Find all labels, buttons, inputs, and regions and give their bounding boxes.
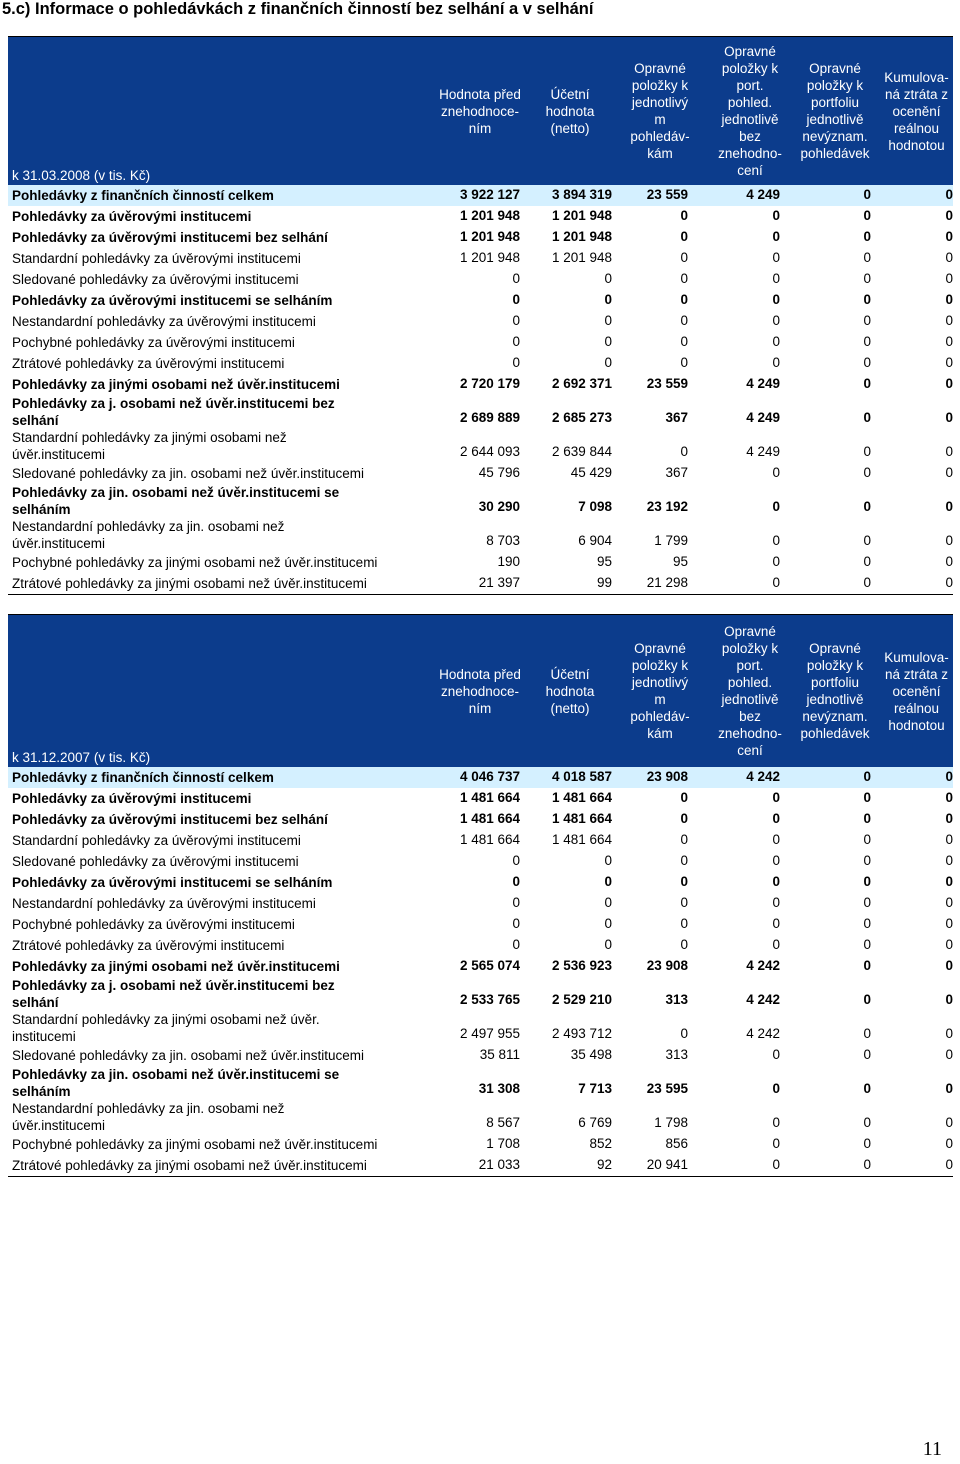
cell-value: 0 xyxy=(863,334,871,349)
column-header: Opravné položky k jednotlivý m pohledáv- kám xyxy=(630,61,690,161)
cell-value: 45 796 xyxy=(478,465,520,480)
row-label: Pohledávky za jinými osobami než úvěr.institucemi xyxy=(12,377,340,392)
cell-value: 0 xyxy=(772,1047,780,1062)
cell-value: 4 242 xyxy=(746,769,780,784)
row-label: Sledované pohledávky za jin. osobami než úvěr.institucemi xyxy=(12,1048,364,1063)
cell-value: 0 xyxy=(945,874,953,889)
cell-value: 0 xyxy=(863,874,871,889)
cell-value: 1 798 xyxy=(654,1115,688,1130)
cell-value: 852 xyxy=(589,1136,612,1151)
cell-value: 0 xyxy=(680,1026,688,1041)
cell-value: 2 533 765 xyxy=(459,992,520,1007)
cell-value: 2 565 074 xyxy=(459,958,520,973)
row-label: Sledované pohledávky za jin. osobami než úvěr.institucemi xyxy=(12,466,364,481)
cell-value: 0 xyxy=(945,958,953,973)
cell-value: 0 xyxy=(604,271,612,286)
cell-value: 0 xyxy=(604,313,612,328)
cell-value: 0 xyxy=(512,874,520,889)
cell-value: 0 xyxy=(945,916,953,931)
table-row xyxy=(8,227,953,248)
cell-value: 0 xyxy=(863,271,871,286)
cell-value: 0 xyxy=(945,187,953,202)
row-label: Sledované pohledávky za úvěrovými institucemi xyxy=(12,272,299,287)
cell-value: 92 xyxy=(596,1157,612,1172)
row-label: Pohledávky za úvěrovými institucemi se selháním xyxy=(12,875,333,890)
cell-value: 0 xyxy=(863,853,871,868)
row-label: Pohledávky za j. osobami než úvěr.institucemi bez selhání xyxy=(12,978,335,1010)
cell-value: 0 xyxy=(863,958,871,973)
cell-value: 0 xyxy=(945,895,953,910)
cell-value: 0 xyxy=(680,292,688,307)
cell-value: 23 595 xyxy=(646,1081,688,1096)
cell-value: 35 811 xyxy=(479,1047,520,1062)
cell-value: 0 xyxy=(604,334,612,349)
cell-value: 0 xyxy=(863,916,871,931)
cell-value: 0 xyxy=(863,229,871,244)
column-header: Opravné položky k portfoliu jednotlivě nevýznam. pohledávek xyxy=(800,641,870,741)
cell-value: 0 xyxy=(680,916,688,931)
table-row xyxy=(8,956,953,977)
cell-value: 0 xyxy=(512,916,520,931)
cell-value: 2 493 712 xyxy=(551,1026,612,1041)
cell-value: 0 xyxy=(945,937,953,952)
cell-value: 0 xyxy=(772,355,780,370)
cell-value: 0 xyxy=(772,465,780,480)
cell-value: 1 201 948 xyxy=(551,229,612,244)
cell-value: 0 xyxy=(945,334,953,349)
table-body xyxy=(8,767,953,1176)
cell-value: 0 xyxy=(863,1115,871,1130)
cell-value: 2 529 210 xyxy=(551,992,612,1007)
table-row xyxy=(8,206,953,227)
row-label: Standardní pohledávky za jinými osobami než úvěr. institucemi xyxy=(12,1012,320,1044)
page-number: 11 xyxy=(922,1438,942,1460)
cell-value: 0 xyxy=(863,811,871,826)
cell-value: 0 xyxy=(945,1157,953,1172)
cell-value: 21 397 xyxy=(478,575,520,590)
cell-value: 0 xyxy=(945,229,953,244)
cell-value: 0 xyxy=(604,874,612,889)
row-label: Ztrátové pohledávky za úvěrovými institucemi xyxy=(12,356,285,371)
table-row xyxy=(8,395,953,429)
cell-value: 0 xyxy=(863,895,871,910)
cell-value: 4 249 xyxy=(746,410,780,425)
table-header xyxy=(8,614,953,767)
cell-value: 0 xyxy=(680,208,688,223)
table-row xyxy=(8,1066,953,1100)
cell-value: 0 xyxy=(945,444,953,459)
cell-value: 1 201 948 xyxy=(459,229,520,244)
row-label: Ztrátové pohledávky za jinými osobami než úvěr.institucemi xyxy=(12,1158,367,1173)
cell-value: 2 692 371 xyxy=(551,376,612,391)
cell-value: 0 xyxy=(945,499,953,514)
cell-value: 0 xyxy=(863,1026,871,1041)
cell-value: 0 xyxy=(772,334,780,349)
cell-value: 0 xyxy=(945,313,953,328)
cell-value: 2 639 844 xyxy=(551,444,612,459)
cell-value: 0 xyxy=(863,499,871,514)
cell-value: 23 559 xyxy=(646,376,688,391)
section-title: 5.c) Informace o pohledávkách z finančních činností bez selhání a v selhání xyxy=(2,0,594,18)
cell-value: 0 xyxy=(772,895,780,910)
cell-value: 1 481 664 xyxy=(551,811,612,826)
cell-value: 0 xyxy=(945,853,953,868)
cell-value: 0 xyxy=(863,292,871,307)
table-row xyxy=(8,484,953,518)
cell-value: 856 xyxy=(665,1136,688,1151)
table-row xyxy=(8,1134,953,1155)
row-label: Standardní pohledávky za úvěrovými institucemi xyxy=(12,251,301,266)
column-header: Hodnota před znehodnoce- ním xyxy=(439,666,521,716)
cell-value: 0 xyxy=(772,832,780,847)
cell-value: 0 xyxy=(680,895,688,910)
cell-value: 4 242 xyxy=(746,958,780,973)
cell-value: 2 720 179 xyxy=(459,376,520,391)
table-row xyxy=(8,353,953,374)
cell-value: 4 242 xyxy=(746,1026,780,1041)
cell-value: 3 922 127 xyxy=(459,187,520,202)
cell-value: 0 xyxy=(945,1026,953,1041)
row-label: Nestandardní pohledávky za úvěrovými institucemi xyxy=(12,314,316,329)
cell-value: 1 201 948 xyxy=(551,208,612,223)
cell-value: 0 xyxy=(945,811,953,826)
cell-value: 367 xyxy=(665,465,688,480)
receivables-table-2007 xyxy=(8,614,953,1176)
cell-value: 0 xyxy=(863,187,871,202)
cell-value: 0 xyxy=(512,334,520,349)
cell-value: 0 xyxy=(863,465,871,480)
table-row xyxy=(8,311,953,332)
table-row xyxy=(8,830,953,851)
cell-value: 0 xyxy=(863,410,871,425)
row-label: Pohledávky za úvěrovými institucemi bez selhání xyxy=(12,230,328,245)
table-row xyxy=(8,429,953,463)
cell-value: 0 xyxy=(680,874,688,889)
cell-value: 0 xyxy=(945,410,953,425)
cell-value: 23 908 xyxy=(646,769,688,784)
cell-value: 0 xyxy=(680,271,688,286)
table-body xyxy=(8,185,953,594)
cell-value: 0 xyxy=(604,916,612,931)
cell-value: 2 689 889 xyxy=(459,410,520,425)
cell-value: 45 429 xyxy=(570,465,612,480)
cell-value: 23 192 xyxy=(646,499,688,514)
cell-value: 0 xyxy=(945,575,953,590)
table-row xyxy=(8,935,953,956)
table-row xyxy=(8,809,953,830)
cell-value: 35 498 xyxy=(570,1047,612,1062)
cell-value: 0 xyxy=(945,465,953,480)
cell-value: 367 xyxy=(665,410,688,425)
table-row xyxy=(8,573,953,594)
cell-value: 0 xyxy=(604,895,612,910)
cell-value: 4 249 xyxy=(746,376,780,391)
cell-value: 0 xyxy=(863,769,871,784)
row-label: Pohledávky za úvěrovými institucemi bez selhání xyxy=(12,812,328,827)
cell-value: 0 xyxy=(945,1081,953,1096)
cell-value: 313 xyxy=(665,1047,688,1062)
cell-value: 0 xyxy=(772,250,780,265)
table-row xyxy=(8,269,953,290)
cell-value: 0 xyxy=(680,444,688,459)
table-row xyxy=(8,893,953,914)
cell-value: 0 xyxy=(945,533,953,548)
total-row xyxy=(8,767,953,788)
cell-value: 0 xyxy=(945,355,953,370)
table-row xyxy=(8,374,953,395)
cell-value: 0 xyxy=(772,874,780,889)
total-row xyxy=(8,185,953,206)
cell-value: 0 xyxy=(863,250,871,265)
cell-value: 99 xyxy=(596,575,612,590)
date-label: k 31.12.2007 (v tis. Kč) xyxy=(12,750,151,765)
cell-value: 8 567 xyxy=(486,1115,520,1130)
cell-value: 21 298 xyxy=(646,575,688,590)
cell-value: 0 xyxy=(863,444,871,459)
cell-value: 0 xyxy=(772,937,780,952)
cell-value: 4 249 xyxy=(746,187,780,202)
cell-value: 0 xyxy=(863,533,871,548)
cell-value: 0 xyxy=(680,811,688,826)
table-row xyxy=(8,332,953,353)
cell-value: 0 xyxy=(772,811,780,826)
cell-value: 0 xyxy=(772,916,780,931)
cell-value: 0 xyxy=(772,1157,780,1172)
cell-value: 0 xyxy=(945,992,953,1007)
cell-value: 0 xyxy=(863,1157,871,1172)
cell-value: 1 201 948 xyxy=(459,250,520,265)
cell-value: 0 xyxy=(772,1115,780,1130)
cell-value: 0 xyxy=(512,853,520,868)
table-row xyxy=(8,914,953,935)
row-label: Pohledávky za jinými osobami než úvěr.institucemi xyxy=(12,959,340,974)
cell-value: 23 559 xyxy=(646,187,688,202)
cell-value: 0 xyxy=(863,832,871,847)
table-header xyxy=(8,36,953,185)
cell-value: 1 481 664 xyxy=(459,790,520,805)
cell-value: 0 xyxy=(863,1081,871,1096)
cell-value: 0 xyxy=(945,790,953,805)
row-label: Pohledávky z finančních činností celkem xyxy=(12,770,274,785)
cell-value: 0 xyxy=(512,937,520,952)
row-label: Pochybné pohledávky za jinými osobami než úvěr.institucemi xyxy=(12,555,378,570)
row-label: Nestandardní pohledávky za jin. osobami než úvěr.institucemi xyxy=(12,519,285,551)
cell-value: 8 703 xyxy=(486,533,520,548)
cell-value: 0 xyxy=(680,937,688,952)
row-label: Pohledávky za úvěrovými institucemi xyxy=(12,209,252,224)
table-row xyxy=(8,463,953,484)
cell-value: 0 xyxy=(863,790,871,805)
table-bottom-rule xyxy=(8,594,953,595)
cell-value: 0 xyxy=(863,208,871,223)
row-label: Pochybné pohledávky za úvěrovými institucemi xyxy=(12,917,295,932)
column-header: Opravné položky k jednotlivý m pohledáv- kám xyxy=(630,641,690,741)
column-header: Opravné položky k port. pohled. jednotlivě bez znehodno- cení xyxy=(718,624,782,758)
table-row xyxy=(8,1155,953,1176)
cell-value: 0 xyxy=(863,1047,871,1062)
row-label: Nestandardní pohledávky za úvěrovými institucemi xyxy=(12,896,316,911)
cell-value: 0 xyxy=(945,250,953,265)
column-header: Opravné položky k port. pohled. jednotlivě bez znehodno- cení xyxy=(718,44,782,178)
column-header: Kumulova- ná ztráta z ocenění reálnou hodnotou xyxy=(884,649,949,733)
row-label: Ztrátové pohledávky za úvěrovými institucemi xyxy=(12,938,285,953)
cell-value: 0 xyxy=(772,271,780,286)
cell-value: 0 xyxy=(945,1047,953,1062)
cell-value: 1 201 948 xyxy=(459,208,520,223)
cell-value: 0 xyxy=(863,575,871,590)
table-row xyxy=(8,552,953,573)
cell-value: 0 xyxy=(772,1081,780,1096)
cell-value: 4 242 xyxy=(746,992,780,1007)
row-label: Pohledávky za jin. osobami než úvěr.institucemi se selháním xyxy=(12,485,340,517)
row-label: Pohledávky za j. osobami než úvěr.institucemi bez selhání xyxy=(12,396,335,428)
column-header: Opravné položky k portfoliu jednotlivě nevýznam. pohledávek xyxy=(800,61,870,161)
cell-value: 1 481 664 xyxy=(551,832,612,847)
cell-value: 2 685 273 xyxy=(551,410,612,425)
cell-value: 1 201 948 xyxy=(551,250,612,265)
cell-value: 0 xyxy=(512,355,520,370)
cell-value: 0 xyxy=(680,790,688,805)
cell-value: 0 xyxy=(680,832,688,847)
cell-value: 0 xyxy=(945,1136,953,1151)
cell-value: 0 xyxy=(772,575,780,590)
cell-value: 4 046 737 xyxy=(459,769,520,784)
cell-value: 0 xyxy=(680,313,688,328)
cell-value: 7 713 xyxy=(578,1081,612,1096)
cell-value: 1 799 xyxy=(654,533,688,548)
cell-value: 0 xyxy=(604,292,612,307)
cell-value: 4 018 587 xyxy=(551,769,612,784)
row-label: Standardní pohledávky za úvěrovými institucemi xyxy=(12,833,301,848)
row-label: Pohledávky za úvěrovými institucemi xyxy=(12,791,252,806)
cell-value: 0 xyxy=(604,355,612,370)
cell-value: 0 xyxy=(945,208,953,223)
row-label: Pohledávky za úvěrovými institucemi se selháním xyxy=(12,293,333,308)
cell-value: 31 308 xyxy=(478,1081,520,1096)
cell-value: 0 xyxy=(945,376,953,391)
cell-value: 23 908 xyxy=(646,958,688,973)
cell-value: 0 xyxy=(945,769,953,784)
cell-value: 1 708 xyxy=(486,1136,520,1151)
cell-value: 0 xyxy=(680,229,688,244)
cell-value: 1 481 664 xyxy=(459,832,520,847)
cell-value: 0 xyxy=(863,992,871,1007)
cell-value: 0 xyxy=(680,334,688,349)
table-row xyxy=(8,1100,953,1134)
date-label: k 31.03.2008 (v tis. Kč) xyxy=(12,168,151,183)
cell-value: 0 xyxy=(680,853,688,868)
cell-value: 0 xyxy=(512,292,520,307)
cell-value: 4 249 xyxy=(746,444,780,459)
cell-value: 2 536 923 xyxy=(551,958,612,973)
cell-value: 21 033 xyxy=(478,1157,520,1172)
cell-value: 95 xyxy=(672,554,688,569)
cell-value: 2 644 093 xyxy=(459,444,520,459)
cell-value: 0 xyxy=(772,1136,780,1151)
cell-value: 95 xyxy=(596,554,612,569)
receivables-table-2008 xyxy=(8,36,953,594)
column-header: Hodnota před znehodnoce- ním xyxy=(439,86,521,136)
cell-value: 0 xyxy=(512,313,520,328)
column-header: Kumulova- ná ztráta z ocenění reálnou hodnotou xyxy=(884,69,949,153)
cell-value: 0 xyxy=(945,832,953,847)
table-row xyxy=(8,518,953,552)
row-label: Pochybné pohledávky za jinými osobami než úvěr.institucemi xyxy=(12,1137,378,1152)
row-label: Pochybné pohledávky za úvěrovými institucemi xyxy=(12,335,295,350)
table-row xyxy=(8,851,953,872)
cell-value: 0 xyxy=(772,853,780,868)
cell-value: 0 xyxy=(945,554,953,569)
cell-value: 3 894 319 xyxy=(551,187,612,202)
cell-value: 0 xyxy=(604,937,612,952)
cell-value: 0 xyxy=(772,313,780,328)
cell-value: 7 098 xyxy=(578,499,612,514)
cell-value: 0 xyxy=(863,355,871,370)
cell-value: 0 xyxy=(680,355,688,370)
table-row xyxy=(8,977,953,1011)
cell-value: 6 769 xyxy=(578,1115,612,1130)
column-header: Účetní hodnota (netto) xyxy=(545,86,595,136)
cell-value: 0 xyxy=(772,533,780,548)
cell-value: 0 xyxy=(863,554,871,569)
cell-value: 0 xyxy=(863,937,871,952)
table-row xyxy=(8,788,953,809)
table-row xyxy=(8,1011,953,1045)
row-label: Pohledávky z finančních činností celkem xyxy=(12,188,274,203)
row-label: Standardní pohledávky za jinými osobami než úvěr.institucemi xyxy=(12,430,287,462)
cell-value: 0 xyxy=(772,499,780,514)
cell-value: 20 941 xyxy=(646,1157,688,1172)
table-row xyxy=(8,872,953,893)
cell-value: 0 xyxy=(772,554,780,569)
cell-value: 0 xyxy=(772,208,780,223)
row-label: Sledované pohledávky za úvěrovými institucemi xyxy=(12,854,299,869)
cell-value: 1 481 664 xyxy=(551,790,612,805)
cell-value: 190 xyxy=(497,554,520,569)
cell-value: 0 xyxy=(863,313,871,328)
cell-value: 0 xyxy=(863,376,871,391)
table-row xyxy=(8,1045,953,1066)
cell-value: 0 xyxy=(772,292,780,307)
row-label: Nestandardní pohledávky za jin. osobami než úvěr.institucemi xyxy=(12,1101,285,1133)
cell-value: 0 xyxy=(680,250,688,265)
cell-value: 0 xyxy=(945,1115,953,1130)
cell-value: 0 xyxy=(863,1136,871,1151)
cell-value: 0 xyxy=(772,229,780,244)
row-label: Ztrátové pohledávky za jinými osobami než úvěr.institucemi xyxy=(12,576,367,591)
cell-value: 313 xyxy=(665,992,688,1007)
cell-value: 0 xyxy=(772,790,780,805)
cell-value: 30 290 xyxy=(478,499,520,514)
cell-value: 0 xyxy=(512,895,520,910)
table-bottom-rule xyxy=(8,1176,953,1177)
table-row xyxy=(8,248,953,269)
cell-value: 1 481 664 xyxy=(459,811,520,826)
cell-value: 2 497 955 xyxy=(459,1026,520,1041)
table-row xyxy=(8,290,953,311)
row-label: Pohledávky za jin. osobami než úvěr.institucemi se selháním xyxy=(12,1067,340,1099)
cell-value: 6 904 xyxy=(578,533,612,548)
cell-value: 0 xyxy=(512,271,520,286)
cell-value: 0 xyxy=(604,853,612,868)
column-header: Účetní hodnota (netto) xyxy=(545,666,595,716)
cell-value: 0 xyxy=(945,292,953,307)
cell-value: 0 xyxy=(945,271,953,286)
